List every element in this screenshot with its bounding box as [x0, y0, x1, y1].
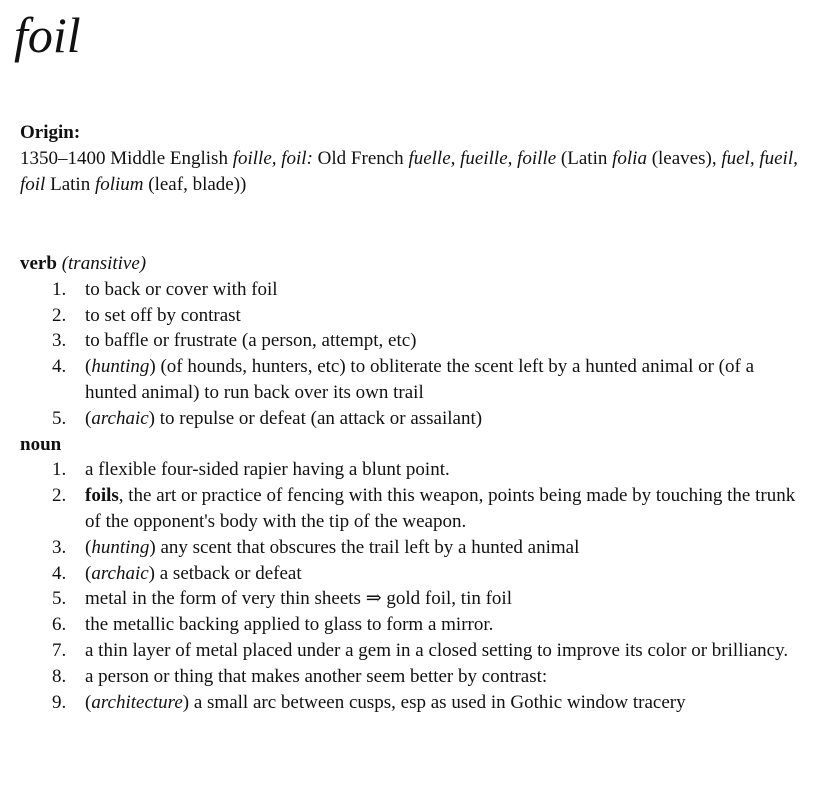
- text-segment: ) any scent that obscures the trail left by a hunted animal: [149, 536, 580, 558]
- italic-text: architecture: [91, 691, 183, 713]
- sense-number: 3.: [52, 330, 67, 352]
- text-segment: (: [85, 407, 92, 429]
- italic-text: hunting: [91, 356, 150, 378]
- sense-number: 5.: [52, 407, 67, 429]
- sense-item: [20, 612, 810, 638]
- text-segment: (Latin: [556, 148, 613, 169]
- text-segment: the metallic backing applied to glass to form a mirror.: [85, 614, 494, 636]
- sense-number: 9.: [52, 691, 67, 713]
- text-segment: metal in the form of very thin sheets ⇒ gold foil, tin foil: [85, 588, 512, 610]
- italic-text: folium: [94, 174, 144, 195]
- sense-number: 4.: [52, 356, 67, 378]
- italic-text: fuel, fueil, foil: [20, 148, 798, 195]
- sense-text: [85, 279, 278, 300]
- sense-text: [85, 356, 754, 403]
- sense-text: [85, 305, 241, 326]
- sense-text: [85, 459, 450, 480]
- sense-text: [85, 537, 579, 558]
- italic-text: folia: [612, 148, 647, 169]
- sense-item: [20, 586, 810, 612]
- text-segment: (: [85, 691, 92, 713]
- sense-item: [20, 406, 810, 432]
- text-segment: to back or cover with foil: [85, 278, 278, 300]
- text-segment: ) to repulse or defeat (an attack or assailant): [148, 407, 483, 429]
- sense-item: [20, 277, 810, 303]
- sense-text: [85, 692, 686, 713]
- sense-text: [85, 563, 302, 584]
- definitions: [20, 251, 810, 715]
- text-segment: (: [85, 536, 92, 558]
- sense-number: 8.: [52, 665, 67, 687]
- sense-number: 1.: [52, 278, 67, 300]
- sense-text: [85, 330, 416, 351]
- sense-number: 3.: [52, 536, 67, 558]
- text-segment: (leaves),: [646, 148, 722, 169]
- bold-term: foils: [85, 485, 119, 507]
- sense-item: [20, 328, 810, 354]
- sense-text: [85, 485, 795, 532]
- italic-text: archaic: [91, 407, 149, 429]
- origin-text: [20, 148, 798, 195]
- text-segment: 1350–1400 Middle English: [20, 148, 233, 169]
- sense-item: [20, 561, 810, 587]
- sense-number: 2.: [52, 304, 67, 326]
- sense-list: [20, 277, 810, 432]
- sense-item: [20, 664, 810, 690]
- sense-text: [85, 640, 788, 661]
- part-of-speech-header: [20, 251, 810, 277]
- text-segment: ) a setback or defeat: [148, 562, 302, 584]
- text-segment: a thin layer of metal placed under a gem in a closed setting to improve its color or brilliancy.: [85, 639, 789, 661]
- italic-text: foille, foil:: [232, 148, 313, 169]
- text-segment: ) (of hounds, hunters, etc) to obliterate the scent left by a hunted animal or (of a hunted animal) to run back over its own trail: [85, 356, 755, 403]
- sense-text: [85, 614, 493, 635]
- text-segment: a person or thing that makes another seem better by contrast:: [85, 665, 548, 687]
- part-of-speech-note: (transitive): [56, 253, 147, 274]
- text-segment: (: [85, 356, 92, 378]
- sense-number: 1.: [52, 459, 67, 481]
- italic-text: hunting: [91, 536, 150, 558]
- sense-list: [20, 457, 810, 715]
- sense-text: [85, 408, 482, 429]
- sense-number: 2.: [52, 485, 67, 507]
- sense-text: [85, 666, 547, 687]
- sense-item: [20, 690, 810, 716]
- part-of-speech-header: [20, 432, 810, 458]
- sense-item: [20, 354, 810, 406]
- origin-section: [20, 120, 810, 198]
- part-of-speech: noun: [20, 433, 62, 455]
- text-segment: Latin: [45, 174, 95, 195]
- text-segment: (leaf, blade)): [143, 174, 247, 195]
- text-segment: ) a small arc between cusps, esp as used in Gothic window tracery: [182, 691, 686, 713]
- text-segment: Old French: [312, 148, 409, 169]
- sense-item: [20, 483, 810, 535]
- sense-item: [20, 303, 810, 329]
- italic-text: archaic: [91, 562, 149, 584]
- text-segment: to baffle or frustrate (a person, attempt, etc): [85, 330, 417, 352]
- part-of-speech: verb: [20, 253, 57, 274]
- text-segment: a flexible four-sided rapier having a blunt point.: [85, 459, 450, 481]
- text-segment: , the art or practice of fencing with this weapon, points being made by touching the trunk of the opponent's body with the tip of the weapon.: [85, 485, 796, 532]
- sense-item: [20, 638, 810, 664]
- sense-number: 7.: [52, 639, 67, 661]
- text-segment: to set off by contrast: [85, 304, 241, 326]
- text-segment: (: [85, 562, 92, 584]
- italic-text: fuelle, fueille, foille: [408, 148, 557, 169]
- headword: foil: [14, 7, 81, 63]
- sense-number: 6.: [52, 614, 67, 636]
- sense-text: [85, 588, 512, 609]
- sense-item: [20, 535, 810, 561]
- sense-number: 5.: [52, 588, 67, 610]
- sense-item: [20, 457, 810, 483]
- origin-label: Origin:: [20, 122, 81, 143]
- sense-number: 4.: [52, 562, 67, 584]
